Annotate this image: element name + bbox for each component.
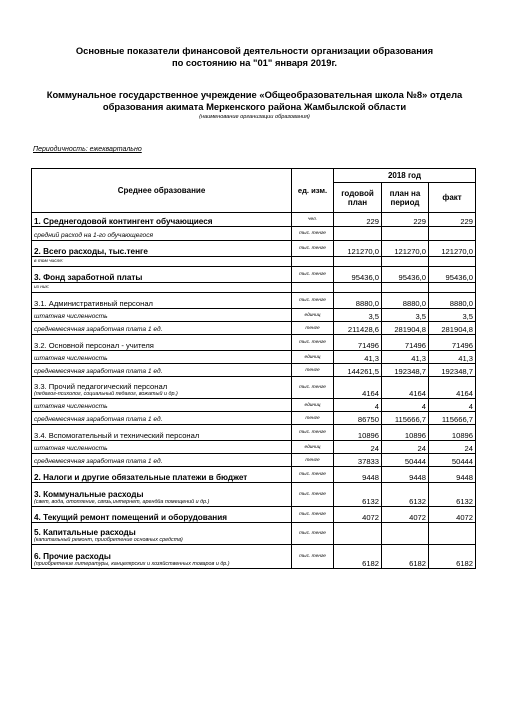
row-unit: тыс. тенге — [292, 507, 334, 523]
table-row — [32, 545, 476, 569]
row-annual-plan: 121270,0 — [334, 241, 382, 257]
row-period-plan — [382, 227, 429, 241]
row-period-plan: 4072 — [382, 507, 429, 523]
table-row — [32, 267, 476, 283]
table-row — [32, 322, 476, 335]
row-period-plan: 6182 — [382, 545, 429, 569]
row-label-cell — [32, 213, 292, 227]
row-unit: тенге — [292, 454, 334, 467]
table-header-row — [32, 169, 476, 183]
row-unit: тыс. тенге — [292, 241, 334, 257]
row-unit: единиц — [292, 309, 334, 322]
table-row — [32, 412, 476, 425]
row-annual-plan — [334, 257, 382, 267]
row-period-plan: 8880,0 — [382, 293, 429, 309]
row-period-plan: 121270,0 — [382, 241, 429, 257]
row-fact — [429, 283, 476, 293]
row-fact: 4 — [429, 399, 476, 412]
table-row — [32, 483, 476, 507]
row-label-cell — [32, 467, 292, 483]
row-label: средний расход на 1-го обучающегося — [34, 232, 154, 239]
table-row — [32, 309, 476, 322]
row-label-cell — [32, 377, 292, 399]
row-label: 6. Прочие расходы — [34, 552, 111, 561]
row-sublabel: (капитальный ремонт, приобретение основных средств) — [34, 537, 183, 543]
row-fact: 10896 — [429, 425, 476, 441]
row-unit: тыс. тенге — [292, 523, 334, 545]
row-fact: 281904,8 — [429, 322, 476, 335]
row-label: среднемесячная заработная плата 1 ед. — [34, 458, 163, 465]
row-label: 4. Текущий ремонт помещений и оборудования — [34, 513, 228, 522]
org-name-caption: (наименование организации образования) — [199, 114, 310, 120]
row-annual-plan: 4 — [334, 399, 382, 412]
header-annual-plan: годовой план — [334, 183, 382, 213]
row-annual-plan: 24 — [334, 441, 382, 454]
row-unit: тыс. тенге — [292, 293, 334, 309]
row-sublabel: (педагог-психолог, социальный педагог, вожатый и др.) — [34, 391, 178, 397]
row-annual-plan: 71496 — [334, 335, 382, 351]
row-fact — [429, 523, 476, 545]
row-period-plan: 229 — [382, 213, 429, 227]
row-label-cell — [32, 241, 292, 257]
row-fact: 229 — [429, 213, 476, 227]
row-period-plan: 6132 — [382, 483, 429, 507]
table-row — [32, 454, 476, 467]
row-label: среднемесячная заработная плата 1 ед. — [34, 326, 163, 333]
doc-title-line2: по состоянию на "01" января 2019г. — [171, 57, 338, 68]
table-row — [32, 377, 476, 399]
row-annual-plan: 8880,0 — [334, 293, 382, 309]
table-row — [32, 227, 476, 241]
table-row — [32, 257, 476, 267]
row-period-plan: 71496 — [382, 335, 429, 351]
row-annual-plan: 4072 — [334, 507, 382, 523]
row-fact: 50444 — [429, 454, 476, 467]
row-unit: тенге — [292, 322, 334, 335]
row-label-cell — [32, 399, 292, 412]
table-row — [32, 399, 476, 412]
row-label: 3. Фонд заработной платы — [34, 273, 143, 282]
row-annual-plan: 41,3 — [334, 351, 382, 364]
row-annual-plan — [334, 523, 382, 545]
row-label-cell — [32, 335, 292, 351]
row-unit: тыс. тенге — [292, 377, 334, 399]
row-fact: 3,5 — [429, 309, 476, 322]
row-label: среднемесячная заработная плата 1 ед. — [34, 368, 163, 375]
row-fact: 4072 — [429, 507, 476, 523]
row-period-plan: 3,5 — [382, 309, 429, 322]
header-year: 2018 год — [334, 169, 476, 183]
table-row — [32, 213, 476, 227]
row-annual-plan: 3,5 — [334, 309, 382, 322]
financial-table — [31, 168, 476, 569]
row-label-cell — [32, 283, 292, 293]
row-label: в том числе: — [34, 259, 64, 264]
row-fact: 192348,7 — [429, 364, 476, 377]
table-row — [32, 507, 476, 523]
row-period-plan: 24 — [382, 441, 429, 454]
row-label-cell — [32, 441, 292, 454]
row-label: 3.1. Административный персонал — [34, 299, 153, 308]
row-label: 2. Всего расходы, тыс.тенге — [34, 247, 148, 256]
row-fact: 71496 — [429, 335, 476, 351]
row-unit: тенге — [292, 412, 334, 425]
row-annual-plan: 37833 — [334, 454, 382, 467]
row-unit: тыс. тенге — [292, 227, 334, 241]
row-unit: тыс. тенге — [292, 267, 334, 283]
row-fact: 41,3 — [429, 351, 476, 364]
row-fact: 6132 — [429, 483, 476, 507]
row-annual-plan — [334, 227, 382, 241]
row-fact: 6182 — [429, 545, 476, 569]
doc-title-line1: Основные показатели финансовой деятельности организации образования — [75, 45, 434, 56]
row-label: из них: — [34, 285, 50, 290]
row-unit: тыс. тенге — [292, 335, 334, 351]
row-period-plan: 115666,7 — [382, 412, 429, 425]
row-label-cell — [32, 454, 292, 467]
row-label: 1. Среднегодовой контингент обучающиеся — [34, 217, 213, 226]
row-label-cell — [32, 267, 292, 283]
row-period-plan: 4 — [382, 399, 429, 412]
row-unit: единиц — [292, 351, 334, 364]
row-label: штатная численность — [34, 355, 108, 362]
row-label-cell — [32, 322, 292, 335]
row-label-cell — [32, 483, 292, 507]
row-label: среднемесячная заработная плата 1 ед. — [34, 416, 163, 423]
row-period-plan — [382, 283, 429, 293]
row-annual-plan: 95436,0 — [334, 267, 382, 283]
row-unit: тыс. тенге — [292, 545, 334, 569]
row-label-cell — [32, 412, 292, 425]
org-name-line1: Коммунальное государственное учреждение «Общеобразовательная школа №8» отдела — [46, 89, 463, 100]
row-sublabel: (приобретение литературы, канцелярских и хозяйственных товаров и др.) — [34, 561, 230, 567]
row-fact: 24 — [429, 441, 476, 454]
table-row — [32, 335, 476, 351]
row-label-cell — [32, 257, 292, 267]
row-period-plan: 9448 — [382, 467, 429, 483]
row-annual-plan: 6132 — [334, 483, 382, 507]
row-annual-plan: 229 — [334, 213, 382, 227]
table-row — [32, 467, 476, 483]
row-unit: тенге — [292, 364, 334, 377]
row-fact: 115666,7 — [429, 412, 476, 425]
row-label: 5. Капитальные расходы — [34, 528, 136, 537]
header-unit: ед. изм. — [292, 169, 334, 213]
row-annual-plan: 4164 — [334, 377, 382, 399]
row-unit: единиц — [292, 441, 334, 454]
row-period-plan: 192348,7 — [382, 364, 429, 377]
row-label-cell — [32, 545, 292, 569]
table-row — [32, 425, 476, 441]
row-period-plan: 95436,0 — [382, 267, 429, 283]
row-annual-plan: 9448 — [334, 467, 382, 483]
row-unit: тыс. тенге — [292, 483, 334, 507]
periodicity-label: Периодичность: ежеквартально — [33, 146, 142, 153]
row-unit — [292, 283, 334, 293]
row-label-cell — [32, 507, 292, 523]
row-fact: 8880,0 — [429, 293, 476, 309]
header-section-title: Среднее образование — [32, 169, 292, 213]
row-unit: чел. — [292, 213, 334, 227]
row-unit: тыс. тенге — [292, 425, 334, 441]
row-label: штатная численность — [34, 313, 108, 320]
row-unit: единиц — [292, 399, 334, 412]
row-label: 3.4. Вспомогательный и технический персонал — [34, 431, 200, 440]
table-row — [32, 523, 476, 545]
row-label-cell — [32, 309, 292, 322]
table-row — [32, 241, 476, 257]
row-label: штатная численность — [34, 445, 108, 452]
row-period-plan: 41,3 — [382, 351, 429, 364]
row-label: 2. Налоги и другие обязательные платежи в бюджет — [34, 473, 248, 482]
row-label-cell — [32, 227, 292, 241]
row-label-cell — [32, 425, 292, 441]
row-sublabel: (свет, вода, отопление, связь,интернет, арендйа помещений и др.) — [34, 499, 210, 505]
row-annual-plan: 6182 — [334, 545, 382, 569]
org-name-line2: образования акимата Меркенского района Жамбылской области — [102, 101, 407, 112]
table-row — [32, 364, 476, 377]
row-fact: 4164 — [429, 377, 476, 399]
financial-table-body — [32, 169, 476, 569]
header-fact: факт — [429, 183, 476, 213]
row-annual-plan — [334, 283, 382, 293]
row-annual-plan: 86750 — [334, 412, 382, 425]
row-period-plan: 281904,8 — [382, 322, 429, 335]
header-period-plan: план на период — [382, 183, 429, 213]
row-fact — [429, 257, 476, 267]
row-period-plan: 10896 — [382, 425, 429, 441]
table-row — [32, 283, 476, 293]
row-period-plan: 50444 — [382, 454, 429, 467]
row-period-plan — [382, 523, 429, 545]
table-row — [32, 441, 476, 454]
row-fact: 95436,0 — [429, 267, 476, 283]
row-label-cell — [32, 293, 292, 309]
row-period-plan — [382, 257, 429, 267]
row-fact: 121270,0 — [429, 241, 476, 257]
row-label: 3.2. Основной персонал - учителя — [34, 341, 154, 350]
row-unit — [292, 257, 334, 267]
row-annual-plan: 10896 — [334, 425, 382, 441]
row-annual-plan: 211428,6 — [334, 322, 382, 335]
table-row — [32, 351, 476, 364]
row-fact — [429, 227, 476, 241]
row-label-cell — [32, 523, 292, 545]
row-annual-plan: 144261,5 — [334, 364, 382, 377]
row-label: 3. Коммунальные расходы — [34, 490, 144, 499]
row-unit: тыс. тенге — [292, 467, 334, 483]
row-period-plan: 4164 — [382, 377, 429, 399]
row-label: 3.3. Прочий педагогический персонал — [34, 382, 168, 391]
row-label-cell — [32, 351, 292, 364]
table-row — [32, 293, 476, 309]
row-label: штатная численность — [34, 403, 108, 410]
row-label-cell — [32, 364, 292, 377]
row-fact: 9448 — [429, 467, 476, 483]
